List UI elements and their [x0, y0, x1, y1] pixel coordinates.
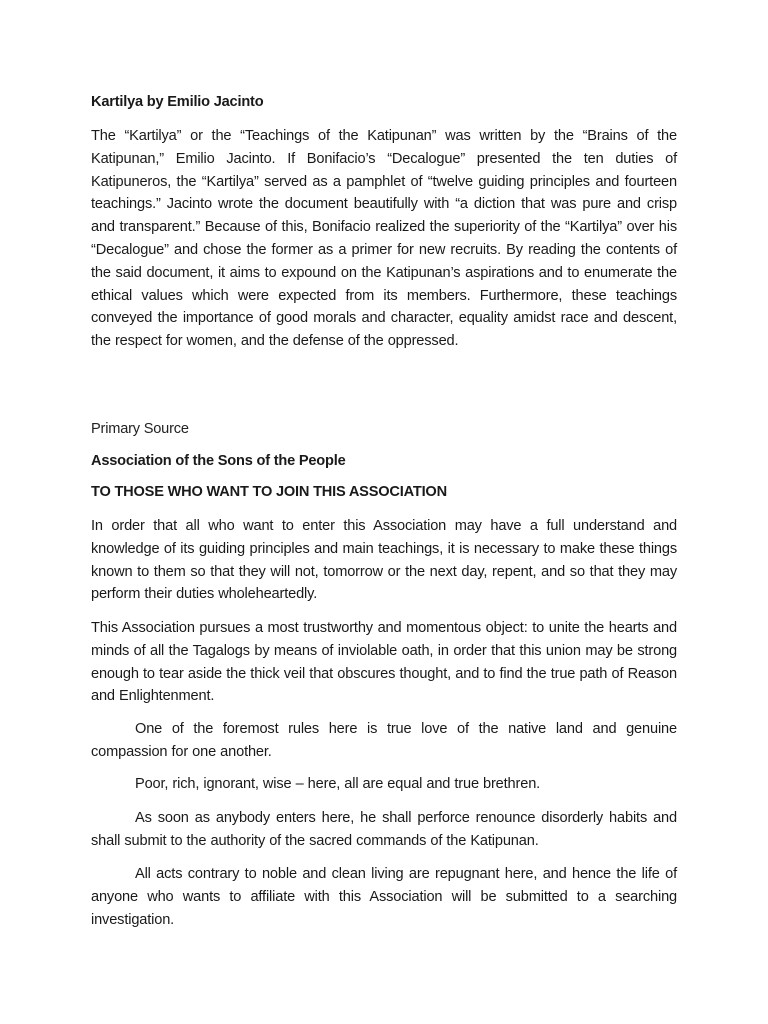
association-paragraph-5: As soon as anybody enters here, he shall perforce renounce disorderly habits and shall submit to the authority of the sacred commands of the Katipunan. [91, 810, 677, 849]
association-paragraph-1: In order that all who want to enter this Association may have a full understand and knowledge of its guiding principles and main teachings, it is necessary to make these things known to them so that they will not, tomorrow or the next day, repent, and so that they may perform their duties wholeheartedly. [91, 518, 677, 603]
association-paragraph-4: Poor, rich, ignorant, wise – here, all are equal and true brethren. [135, 776, 541, 792]
section-title-kartilya: Kartilya by Emilio Jacinto [91, 94, 264, 110]
primary-source-label: Primary Source [91, 421, 189, 437]
association-paragraph-3: One of the foremost rules here is true love of the native land and genuine compassion for one another. [91, 721, 677, 760]
association-paragraph-2: This Association pursues a most trustworthy and momentous object: to unite the hearts and minds of all the Tagalogs by means of inviolable oath, in order that this union may be strong enough to tear aside the thick veil that obscures thought, and to find the true path of Reason and Enlightenment. [91, 620, 677, 705]
association-subtitle: TO THOSE WHO WANT TO JOIN THIS ASSOCIATION [91, 484, 447, 500]
association-paragraph-6: All acts contrary to noble and clean living are repugnant here, and hence the life of anyone who wants to affiliate with this Association will be submitted to a searching investigation. [91, 866, 677, 928]
association-title: Association of the Sons of the People [91, 453, 346, 469]
kartilya-intro-paragraph: The “Kartilya” or the “Teachings of the Katipunan” was written by the “Brains of the Katipunan,” Emilio Jacinto. If Bonifacio’s “Decalogue” presented the ten duties of Katipuneros, the “Kartilya” served as a pamphlet of “twelve guiding principles and fourteen teachings.” Jacinto wrote the document beautifully with “a diction that was pure and crisp and transparent.” Because of this, Bonifacio realized the superiority of the “Kartilya” over his “Decalogue” and chose the former as a primer for new recruits. By reading the contents of the said document, it aims to expound on the Katipunan’s aspirations and to enumerate the ethical values which were expected from its members. Furthermore, these teachings conveyed the importance of good morals and character, equality amidst race and descent, the respect for women, and the defense of the oppressed. [91, 128, 677, 350]
